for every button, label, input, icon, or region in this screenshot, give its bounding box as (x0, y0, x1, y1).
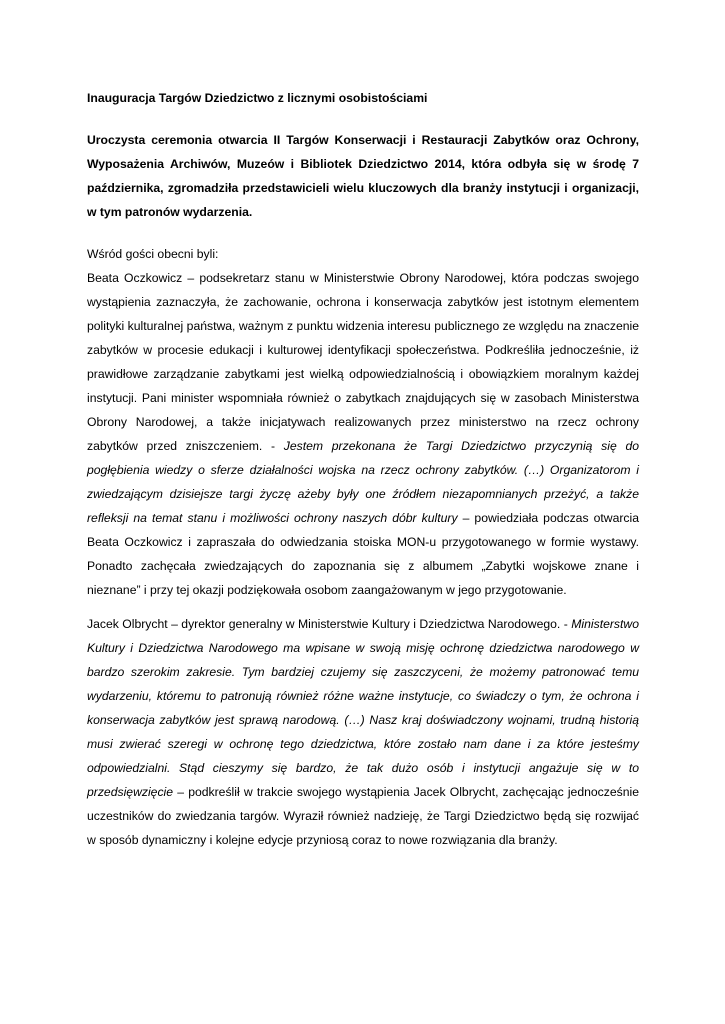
document-page (87, 86, 639, 852)
paragraph-text: Jacek Olbrycht – dyrektor generalny w Ministerstwie Kultury i Dziedzictwa Narodowego. - (87, 617, 572, 631)
paragraph-text: – podkreślił w trakcie swojego wystąpienia Jacek Olbrycht, zachęcając jednocześnie uczestników do zwiedzania targów. Wyraził również nadzieję, że Targi Dziedzictwo będą się rozwijać w sposób dynamiczny i kolejne edycje przyniosą coraz to nowe rozwiązania dla branży. (87, 785, 639, 847)
paragraph-olbrycht (87, 612, 639, 852)
quote-text: Ministerstwo Kultury i Dziedzictwa Narodowego ma wpisane w swoją misję ochronę dziedzictwa narodowego w bardzo szerokim zakresie. Tym bardziej czujemy się zaszczyceni, że możemy patronować temu wydarzeniu, któremu to patronują również różne ważne instytucje, co świadczy o tym, że ochrona i konserwacja zabytków jest sprawą narodową. (…) Nasz kraj doświadczony wojnami, trudną historią musi zwierać szeregi w ochronę tego dziedzictwa, które zostało nam dane i za które jesteśmy odpowiedzialni. Stąd cieszymy się bardzo, że tak dużo osób i instytucji angażuje się w to przedsięwzięcie (87, 617, 639, 799)
guests-label: Wśród gości obecni byli: (87, 247, 219, 261)
paragraph-text: – powiedziała podczas otwarcia Beata Oczkowicz i zapraszała do odwiedzania stoiska MON-u przygotowanego w formie wystawy. Ponadto zachęcała zwiedzających do zapoznania się z albumem „Zabytki wojskowe znane i nieznane” i przy tej okazji podziękowała osobom zaangażowanym w jego przygotowanie. (87, 511, 639, 597)
document-title: Inauguracja Targów Dziedzictwo z licznymi osobistościami (87, 91, 428, 105)
quote-text: Jestem przekonana że Targi Dziedzictwo przyczynią się do pogłębienia wiedzy o sferze działalności wojska na rzecz ochrony zabytków. (…) Organizatorom i zwiedzającym dzisiejsze targi życzę ażeby były one źródłem niezapomnianych przeżyć, a także refleksji na temat stanu i możliwości ochrony naszych dóbr kultury (87, 439, 640, 525)
lead-paragraph: Uroczysta ceremonia otwarcia II Targów Konserwacji i Restauracji Zabytków oraz Ochrony, Wyposażenia Archiwów, Muzeów i Bibliotek Dziedzictwo 2014, która odbyła się w środę 7 października, zgromadziła przedstawicieli wielu kluczowych dla branży instytucji i organizacji, w tym patronów wydarzenia. (87, 133, 639, 219)
paragraph-oczkowicz (87, 266, 639, 602)
paragraph-text: Beata Oczkowicz – podsekretarz stanu w Ministerstwie Obrony Narodowej, która podczas swojego wystąpienia zaznaczyła, że zachowanie, ochrona i konserwacja zabytków jest istotnym elementem polityki kulturalnej państwa, ważnym z punktu widzenia interesu publicznego ze względu na znaczenie zabytków w procesie edukacji i kulturowej identyfikacji społeczeństwa. Podkreśliła jednocześnie, iż prawidłowe zarządzanie zabytkami jest wielką odpowiedzialnością i obowiązkiem moralnym każdej instytucji. Pani minister wspomniała również o zabytkach znajdujących się w zasobach Ministerstwa Obrony Narodowej, a także inicjatywach realizowanych przez ministerstwo na rzecz ochrony zabytków przed zniszczeniem. - (87, 271, 639, 453)
